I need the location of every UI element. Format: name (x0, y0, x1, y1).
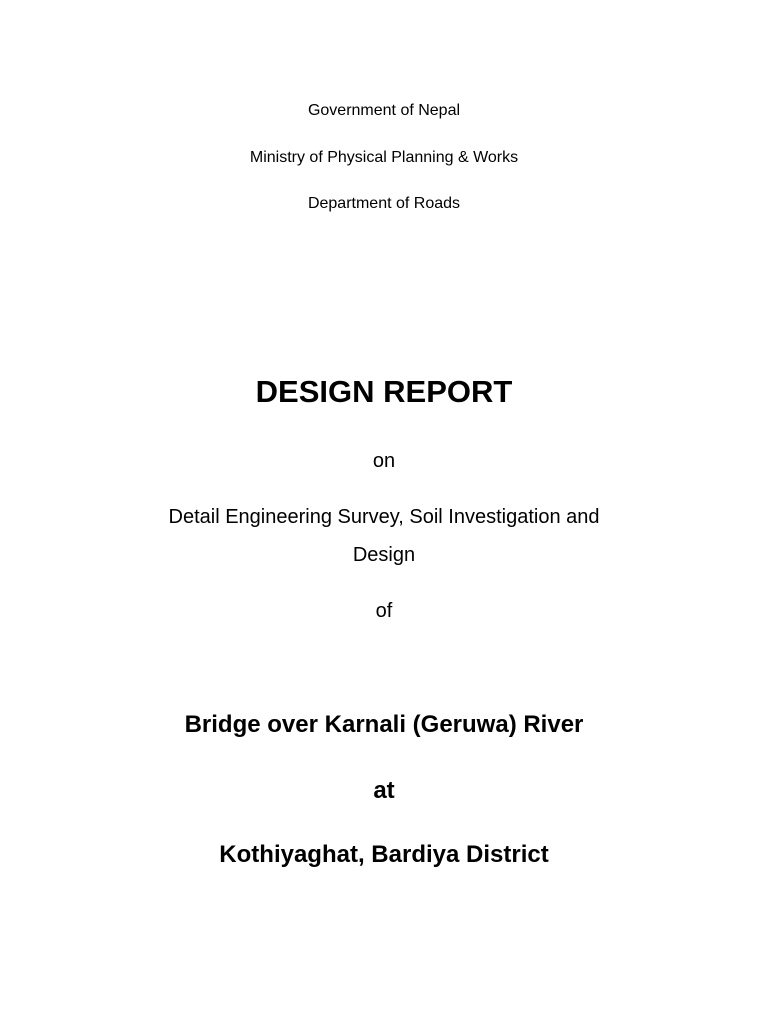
government-name: Government of Nepal (307, 102, 461, 119)
connector-of: of (375, 600, 393, 622)
connector-on: on (372, 450, 396, 472)
report-title: DESIGN REPORT (255, 374, 513, 409)
project-name: Bridge over Karnali (Geruwa) River (184, 711, 584, 738)
report-description-line-1: Detail Engineering Survey, Soil Investigation and (168, 506, 600, 528)
department-name: Department of Roads (307, 195, 461, 212)
project-location: Kothiyaghat, Bardiya District (219, 841, 549, 868)
ministry-name: Ministry of Physical Planning & Works (249, 149, 519, 166)
report-description-line-2: Design (352, 544, 416, 566)
connector-at: at (373, 777, 395, 804)
